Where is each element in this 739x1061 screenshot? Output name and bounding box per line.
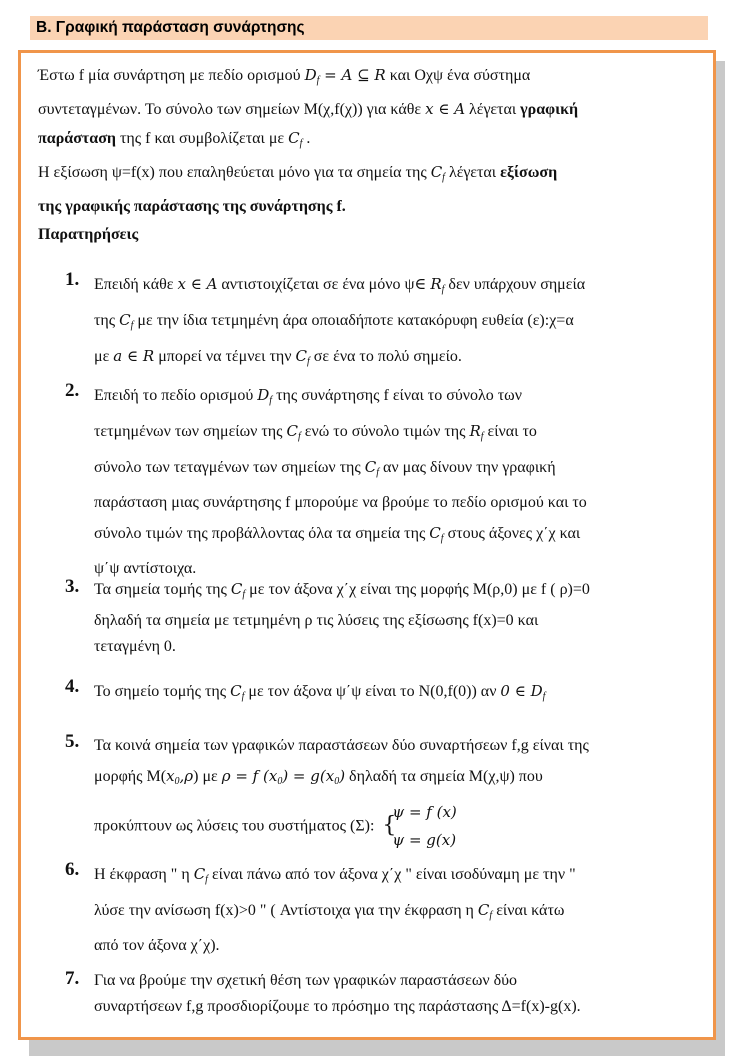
intro-line-4: Η εξίσωση ψ=f(x) που επαληθεύεται μόνο για τα σημεία της $C_f$ λέγεται εξίσωση [38, 163, 558, 183]
intro-paragraph [38, 61, 703, 221]
intro-line-1: Έστω f μία συνάρτηση με πεδίο ορισμού $D_f = A$ ⊆ R και Oχψ ένα σύστημα [38, 66, 531, 86]
observations-title: Παρατηρήσεις [38, 226, 139, 243]
intro-line-5: της γραφικής παράστασης της συνάρτησης f. [38, 198, 346, 215]
intro-line-2: συντεταγμένων. Το σύνολο των σημείων Μ(χ,f(χ)) για κάθε x ∈ A λέγεται γραφική [38, 100, 579, 118]
content-box: Έστω f μία συνάρτηση με πεδίο ορισμού $D_f = A$ ⊆ R και Oχψ ένα σύστημα συντεταγμένων. Το σύνολο των σημείων Μ(χ,f(χ)) για κάθε x ∈ A λέγεται γραφική παράσταση της f και συμβολίζεται με $C_f$ . Η εξίσωση ψ=f(x) που επαληθεύεται μόνο για τα σημεία της $C_f$ λέγεται εξίσωση της γραφικής παράστασης της συνάρτησης f. Παρατηρήσεις 1. Επειδή κάθε x ∈ A αντιστοιχίζεται σε ένα μόνο ψ∈ $R_f$ δεν υπάρχουν σημεία της $C_f$ με την ίδια τετμημένη άρα οποιαδήποτε κατακόρυφη ευθεία (ε):χ=α με a ∈ R μπορεί να τέμνει την $C_f$ σε ένα το πολύ σημείο. 2. Επειδή το πεδίο ορισμού $D_f$ της συνάρτησης f είναι το σύνολο των τετμημένων των σημείων της $C_f$ ενώ το σύνολο τιμών της $R_f$ είναι το σύνολο των τεταγμένων των σημείων της $C_f$ αν μας δίνουν την γραφική παράσταση μιας συνάρτησης f μπορούμε να βρούμε το πεδίο ορισμού και το σύνολο τιμών της προβάλλοντας όλα τα σημεία της $C_f$ στους άξονες χ΄χ και ψ΄ψ αντίστοιχα. 3. Τα σημεία τομής της $C_f$ με τον άξονα χ΄χ είναι της μορφής Μ(ρ,0) με f ( ρ)=0 δηλαδή τα σημεία με τετμημένη ρ τις λύσεις της εξίσωσης f(x)=0 και τεταγμένη 0. 4. Το σημείο τομής της $C_f$ με τον άξονα ψ΄ψ είναι το Ν(0,f(0)) αν 0 ∈ $D_f$ 5. Τα κοινά σημεία των γραφικών παραστάσεων δύο συναρτήσεων f,g είναι της μορφής $M(x_0,\rho)$ με ρ = f $(x_0) = g(x_0)$ δηλαδή τα σημεία Μ(χ,ψ) που προκύπτουν ως λύσεις του συστήματος (Σ): { ψ = f (x) ψ = g(x) 6. Η έκφραση " η $C_f$ είναι πάνω από τον άξονα χ΄χ " είναι ισοδύναμη με την " λύσε την ανίσωση f(x)>0 " ( Αντίστοιχα για την έκφραση η $C_f$ είναι κάτω από τον άξονα χ΄χ). 7. Για να βρούμε την σχετική θέση των γραφικών παραστάσεων δύο συναρτήσεων f,g προσδιορίζουμε το πρόσημο της παράστασης Δ=f(x)-g(x). [18, 50, 716, 1040]
intro-line-3: παράσταση της f και συμβολίζεται με $C_f$ . [38, 129, 311, 149]
section-heading: B. Γραφική παράσταση συνάρτησης [36, 19, 305, 36]
equation-system: { ψ = f (x) ψ = g(x) [382, 803, 457, 849]
